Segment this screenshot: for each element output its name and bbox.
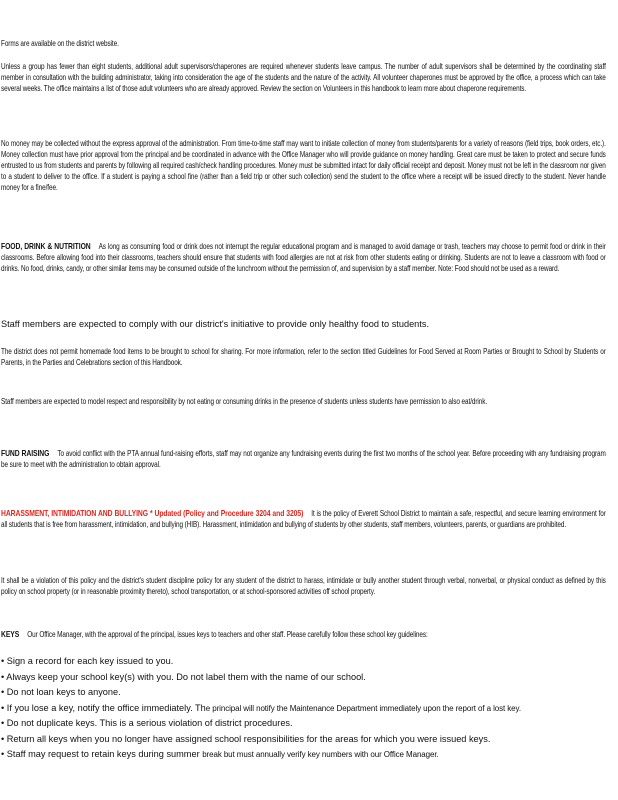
key-guideline-tail: break but must annually verify key numbers with our Office Manager.	[202, 750, 439, 759]
list-item: • Return all keys when you no longer have assigned school responsibilities for the areas for which you were issued keys.	[1, 733, 491, 744]
list-item: • Sign a record for each key issued to you.	[1, 656, 174, 666]
key-guideline-text: If you lose a key, notify the office immediately. Th	[6, 702, 206, 713]
homemade-food-text: The district does not permit homemade food items to be brought to school for sharing. For more information, refer to the section titled Guidelines for Food Served at Room Parties or Brought to School by Students or Parents, in the Parties and Celebrations section of this Handbook.	[1, 347, 606, 367]
violation-paragraph	[1, 575, 606, 597]
list-item: • Do not loan keys to anyone.	[1, 687, 121, 697]
chaperones-text: Unless a group has fewer than eight students, additional adult supervisors/chaperones are required whenever students leave campus. The number of adult supervisors shall be determined by the coordinating staff member in consultation with the building administrator, taking into consideration the age of the students and the nature of the activity. All volunteer chaperones must be approved by the office, a process which can take several weeks. The office maintains a list of those adult volunteers who are already approved. Review the section on Volunteers in this handbook to learn more about chaperone requirements.	[1, 62, 606, 93]
money-text: No money may be collected without the express approval of the administration. From time-to-time staff may want to initiate collection of money from students/parents for a variety of reasons (field trips, book orders, etc.). Money collection must have prior approval from the principal and be coordinated in advance with the Office Manager who will provide guidance on money handling. Great care must be taken to protect and secure funds entrusted to us from students and parents by following all required cash/check handling procedures. Money must be submitted intact for daily official receipt and deposit. Money must not be left in the classroom nor given to a student to deliver to the office. If a student is paying a school fine (rather than a field trip or other such collection) send the student to the office where a receipt will be issued directly to the student. Never handle money for a fine/fee.	[1, 139, 606, 192]
fundraising-text: To avoid conflict with the PTA annual fund-raising efforts, staff may not organize any fundraising events during the first two months of the school year. Before proceeding with any fundraising program be sure to meet with the administration to obtain approval.	[1, 449, 606, 469]
key-guideline-text: Sign a record for each key issued to you.	[6, 656, 174, 666]
model-behavior-paragraph	[1, 396, 606, 407]
forms-text: Forms are available on the district website.	[1, 39, 119, 48]
keys-heading: KEYS	[1, 629, 20, 639]
food-heading: FOOD, DRINK & NUTRITION	[1, 241, 91, 251]
harassment-heading: HARASSMENT, INTIMIDATION AND BULLYING * Updated (Policy and Procedure 3204 and 3205)	[1, 508, 304, 518]
key-guideline-text: Return all keys when you no longer have assigned school responsibilities for the areas for which you were issued keys.	[6, 733, 491, 744]
food-paragraph	[1, 241, 606, 274]
list-item: • If you lose a key, notify the office immediately. The principal will notify the Maintenance Department immediately upon the report of a lost key.	[1, 702, 521, 713]
key-guideline-text: Staff may request to retain keys during summer	[6, 749, 200, 759]
list-item: • Do not duplicate keys. This is a serious violation of district procedures.	[1, 718, 293, 728]
key-guideline-text: Do not duplicate keys. This is a serious violation of district procedures.	[6, 718, 293, 728]
fundraising-heading: FUND RAISING	[1, 448, 50, 458]
list-item: • Staff may request to retain keys during summer break but must annually verify key numbers with our Office Manager.	[1, 749, 439, 759]
violation-text: It shall be a violation of this policy and the district's student discipline policy for any student of the district to harass, intimidate or bully another student through verbal, nonverbal, or physical conduct as defined by this policy on school property (or in reasonable proximity thereto), school transportation, or at school-sponsored activities off school property.	[1, 576, 606, 596]
keys-paragraph	[1, 629, 606, 640]
money-paragraph	[1, 138, 606, 193]
handbook-page	[0, 28, 618, 800]
key-guideline-tail: e principal will notify the Maintenance Department immediately upon the report of a lost key.	[205, 703, 521, 713]
chaperones-paragraph	[1, 61, 606, 94]
keys-guidelines-list	[1, 654, 604, 763]
forms-paragraph	[1, 38, 606, 49]
key-guideline-text: Do not loan keys to anyone.	[6, 687, 121, 697]
keys-intro: Our Office Manager, with the approval of the principal, issues keys to teachers and other staff. Please carefully follow these school key guidelines:	[27, 630, 428, 639]
model-behavior-text: Staff members are expected to model respect and responsibility by not eating or consuming drinks in the presence of students unless students have permission to also eat/drink.	[1, 397, 488, 406]
harassment-paragraph	[1, 508, 606, 530]
list-item: • Always keep your school key(s) with you. Do not label them with the name of our school.	[1, 671, 366, 682]
healthy-food-paragraph	[1, 317, 604, 333]
fundraising-paragraph	[1, 448, 606, 470]
harassment-text: It is the policy of Everett School District to maintain a safe, respectful, and secure learning environment for all students that is free from harassment, intimidation, and bullying (HIB). Harassment, intimidation and bullying of students by other students, staff members, volunteers, parents, or guardians are prohibited.	[1, 509, 606, 529]
homemade-food-paragraph	[1, 346, 606, 368]
key-guideline-text: Always keep your school key(s) with you. Do not label them with the name of our school.	[6, 671, 366, 682]
food-text: As long as consuming food or drink does not interrupt the regular educational program and is managed to avoid damage or trash, teachers may choose to permit food or drink in their classrooms. Before allowing food into their classrooms, teachers should ensure that students with food allergies are not at risk from other students eating or drinking. Students are not to leave a classroom with food or drinks. No food, drinks, candy, or other similar items may be consumed outside of the lunchroom without the permission of, and supervision by a staff member. Note: Food should not be used as a reward.	[1, 242, 606, 273]
healthy-food-text: Staff members are expected to comply with our district's initiative to provide only healthy food to students.	[1, 319, 429, 329]
